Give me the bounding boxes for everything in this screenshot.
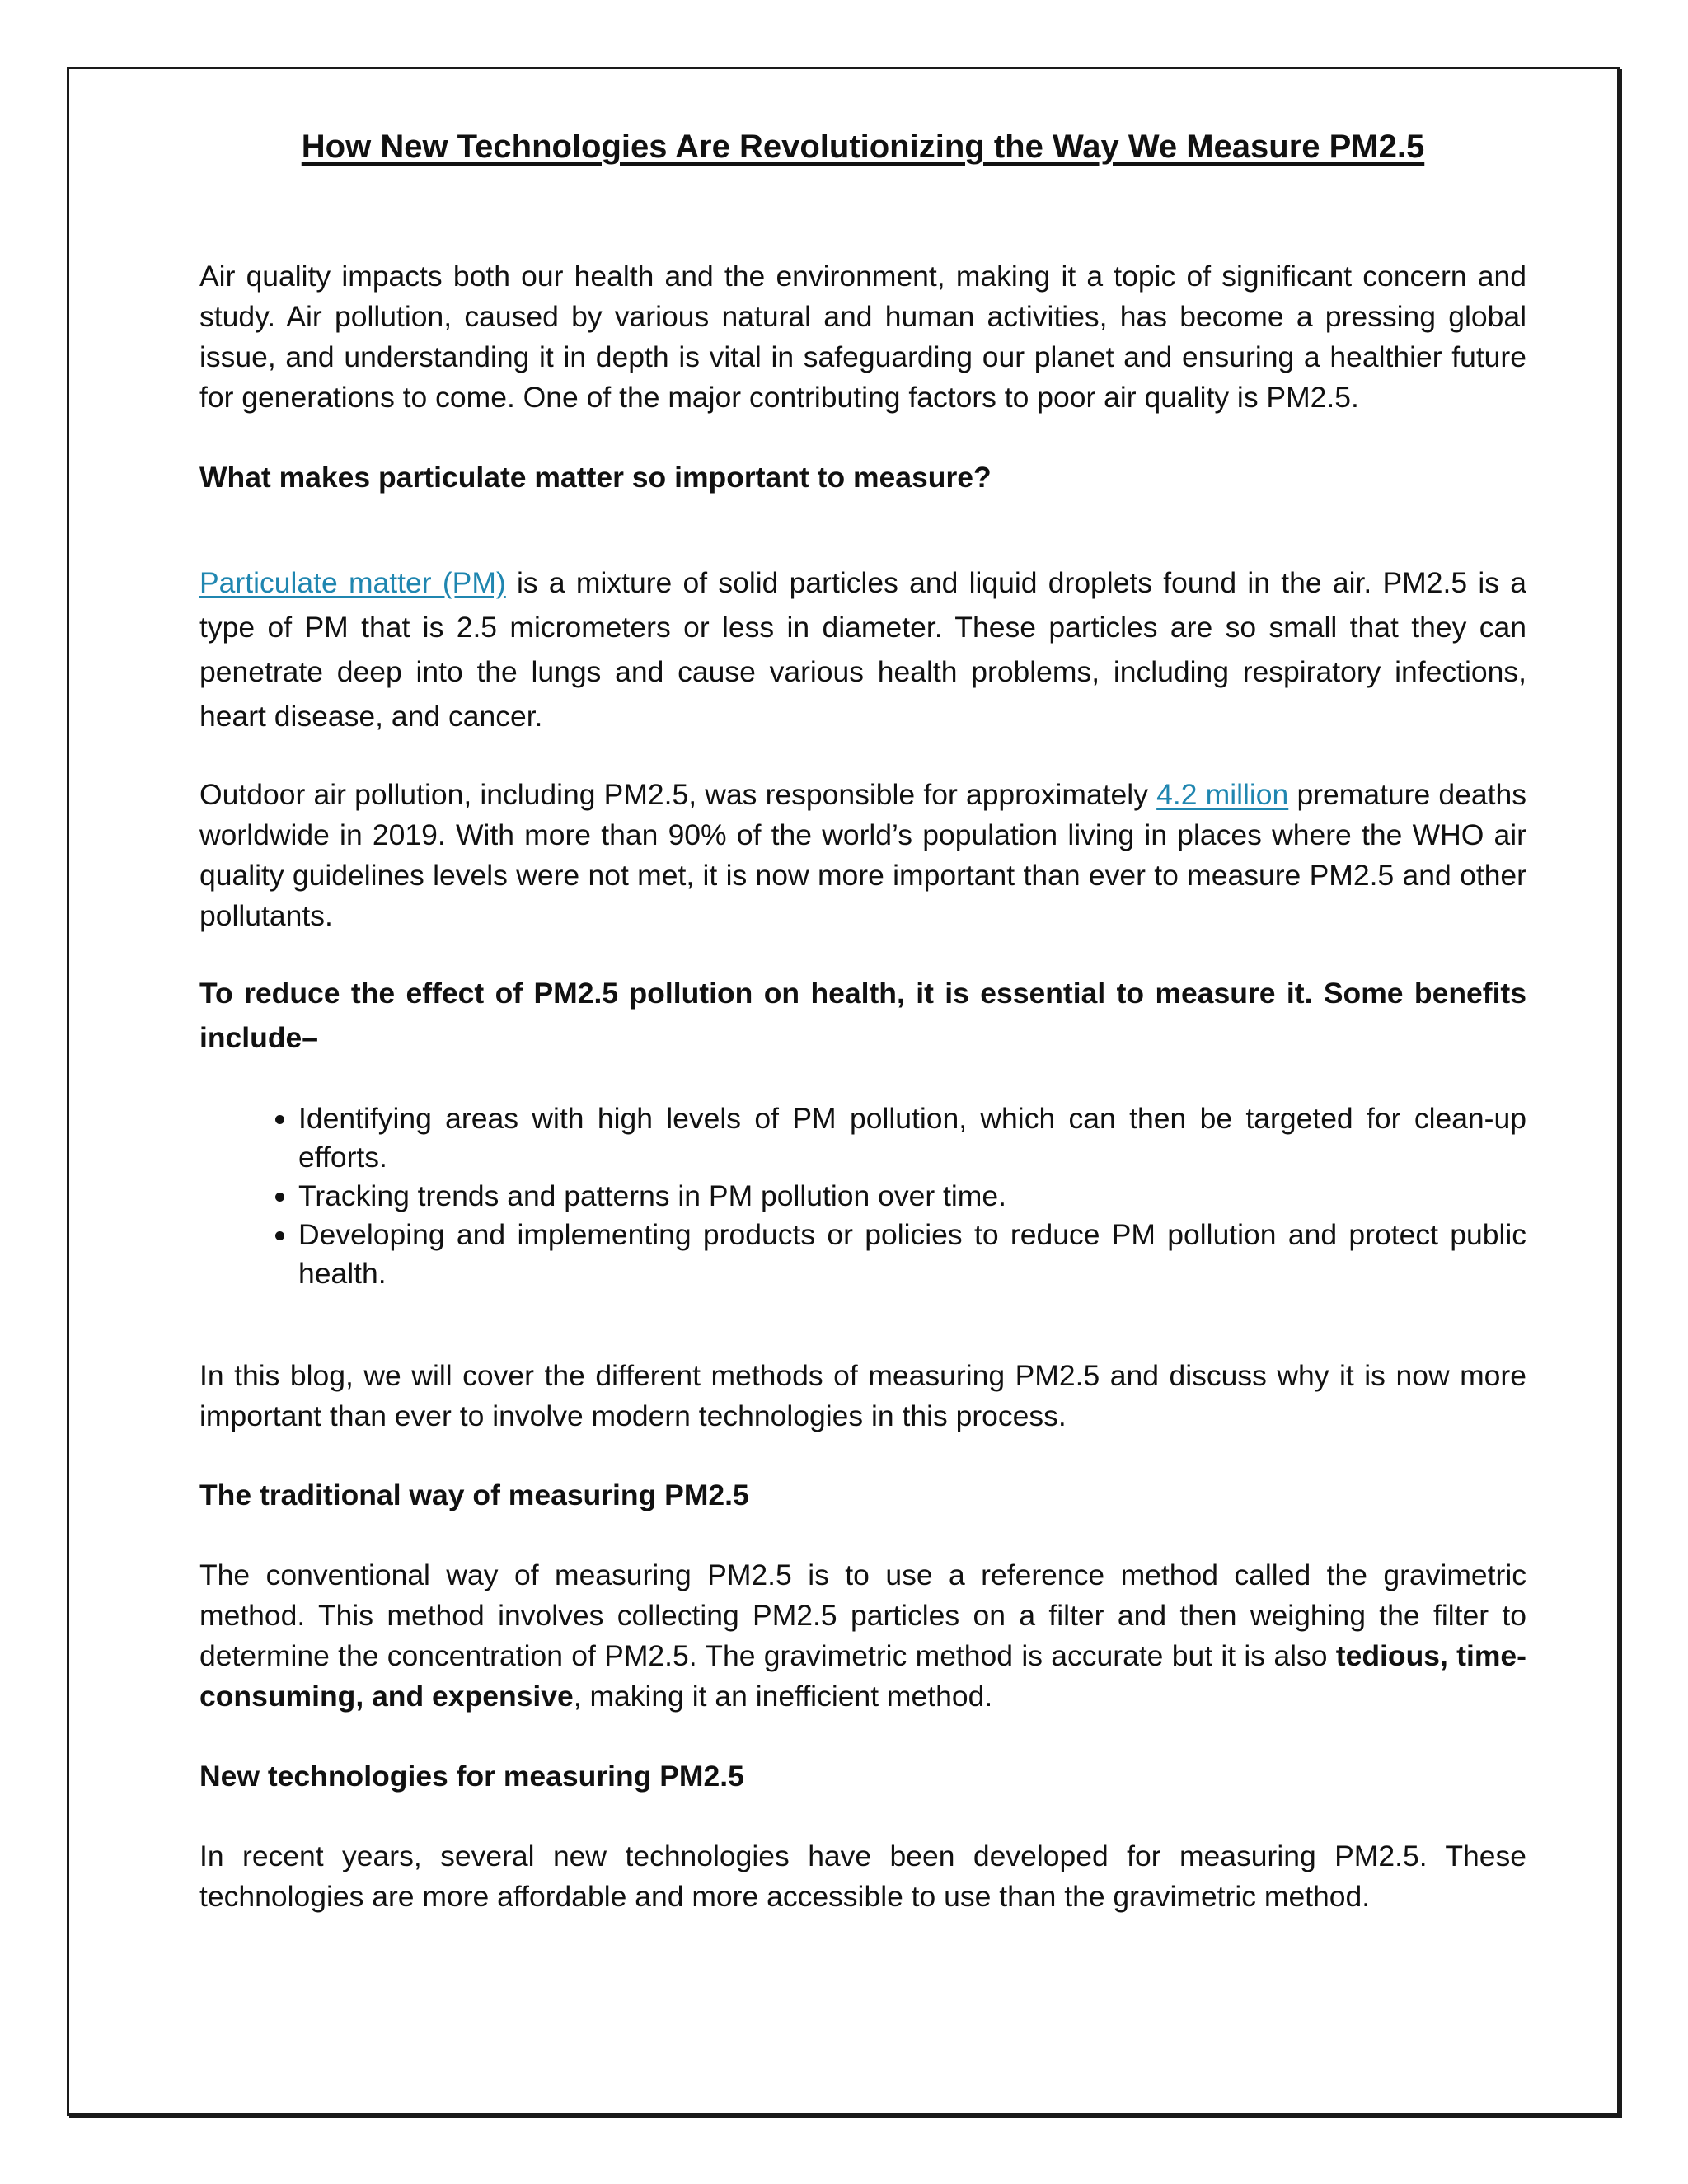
traditional-paragraph (199, 1555, 1526, 1717)
pm-paragraph (199, 560, 1526, 738)
benefits-heading: To reduce the effect of PM2.5 pollution on health, it is essential to measure it. Some benefits include– (199, 977, 1526, 1054)
particulate-matter-link[interactable]: Particulate matter (PM) (199, 566, 506, 599)
traditional-text-before: The conventional way of measuring PM2.5 is to use a reference method called the gravimetric method. This method involves collecting PM2.5 particles on a filter and then weighing the filter to determine the concentration of PM2.5. The gravimetric method is accurate but it is also (199, 1558, 1526, 1672)
heading-traditional: The traditional way of measuring PM2.5 (199, 1479, 749, 1511)
document-body (199, 124, 1526, 1917)
pm-description: is a mixture of solid particles and liquid droplets found in the air. PM2.5 is a type of PM that is 2.5 micrometers or less in diameter. These particles are so small that they can penetrate deep into the lungs and cause various health problems, including respiratory infections, heart disease, and cancer. (199, 566, 1527, 733)
deaths-paragraph (199, 775, 1526, 936)
deaths-text-after: premature deaths worldwide in 2019. With more than 90% of the world’s population living in places where the WHO air quality guidelines levels were not met, it is now more important than ever to measure PM2.5 and other pollutants. (199, 778, 1527, 932)
traditional-bold-text: tedious, time-consuming, and expensive (199, 1639, 1526, 1713)
list-item: • Developing and implementing products or policies to reduce PM pollution and protect public health. (298, 1216, 1526, 1293)
deaths-text-before: Outdoor air pollution, including PM2.5, was responsible for approximately (199, 778, 1157, 811)
heading-new-technologies: New technologies for measuring PM2.5 (199, 1760, 744, 1793)
benefits-list (199, 1099, 1526, 1293)
new-tech-paragraph: In recent years, several new technologies have been developed for measuring PM2.5. These technologies are more affordable and more accessible to use than the gravimetric method. (199, 1840, 1526, 1913)
intro-paragraph: Air quality impacts both our health and the environment, making it a topic of significant concern and study. Air pollution, caused by various natural and human activities, has become a pressing global issue, and understanding it in depth is vital in safeguarding our planet and ensuring a healthier future for generations to come. One of the major contributing factors to poor air quality is PM2.5. (199, 260, 1526, 414)
blog-intro-paragraph: In this blog, we will cover the different methods of measuring PM2.5 and discuss why it is now more important than ever to involve modern technologies in this process. (199, 1359, 1526, 1432)
list-item: • Identifying areas with high levels of PM pollution, which can then be targeted for clean-up efforts. (298, 1099, 1526, 1177)
document-title: How New Technologies Are Revolutionizing the Way We Measure PM2.5 (301, 129, 1425, 165)
list-item: • Tracking trends and patterns in PM pollution over time. (298, 1177, 1526, 1216)
heading-importance: What makes particulate matter so important to measure? (199, 461, 992, 494)
traditional-text-after: , making it an inefficient method. (573, 1680, 993, 1713)
four-million-link[interactable]: 4.2 million (1156, 778, 1289, 811)
